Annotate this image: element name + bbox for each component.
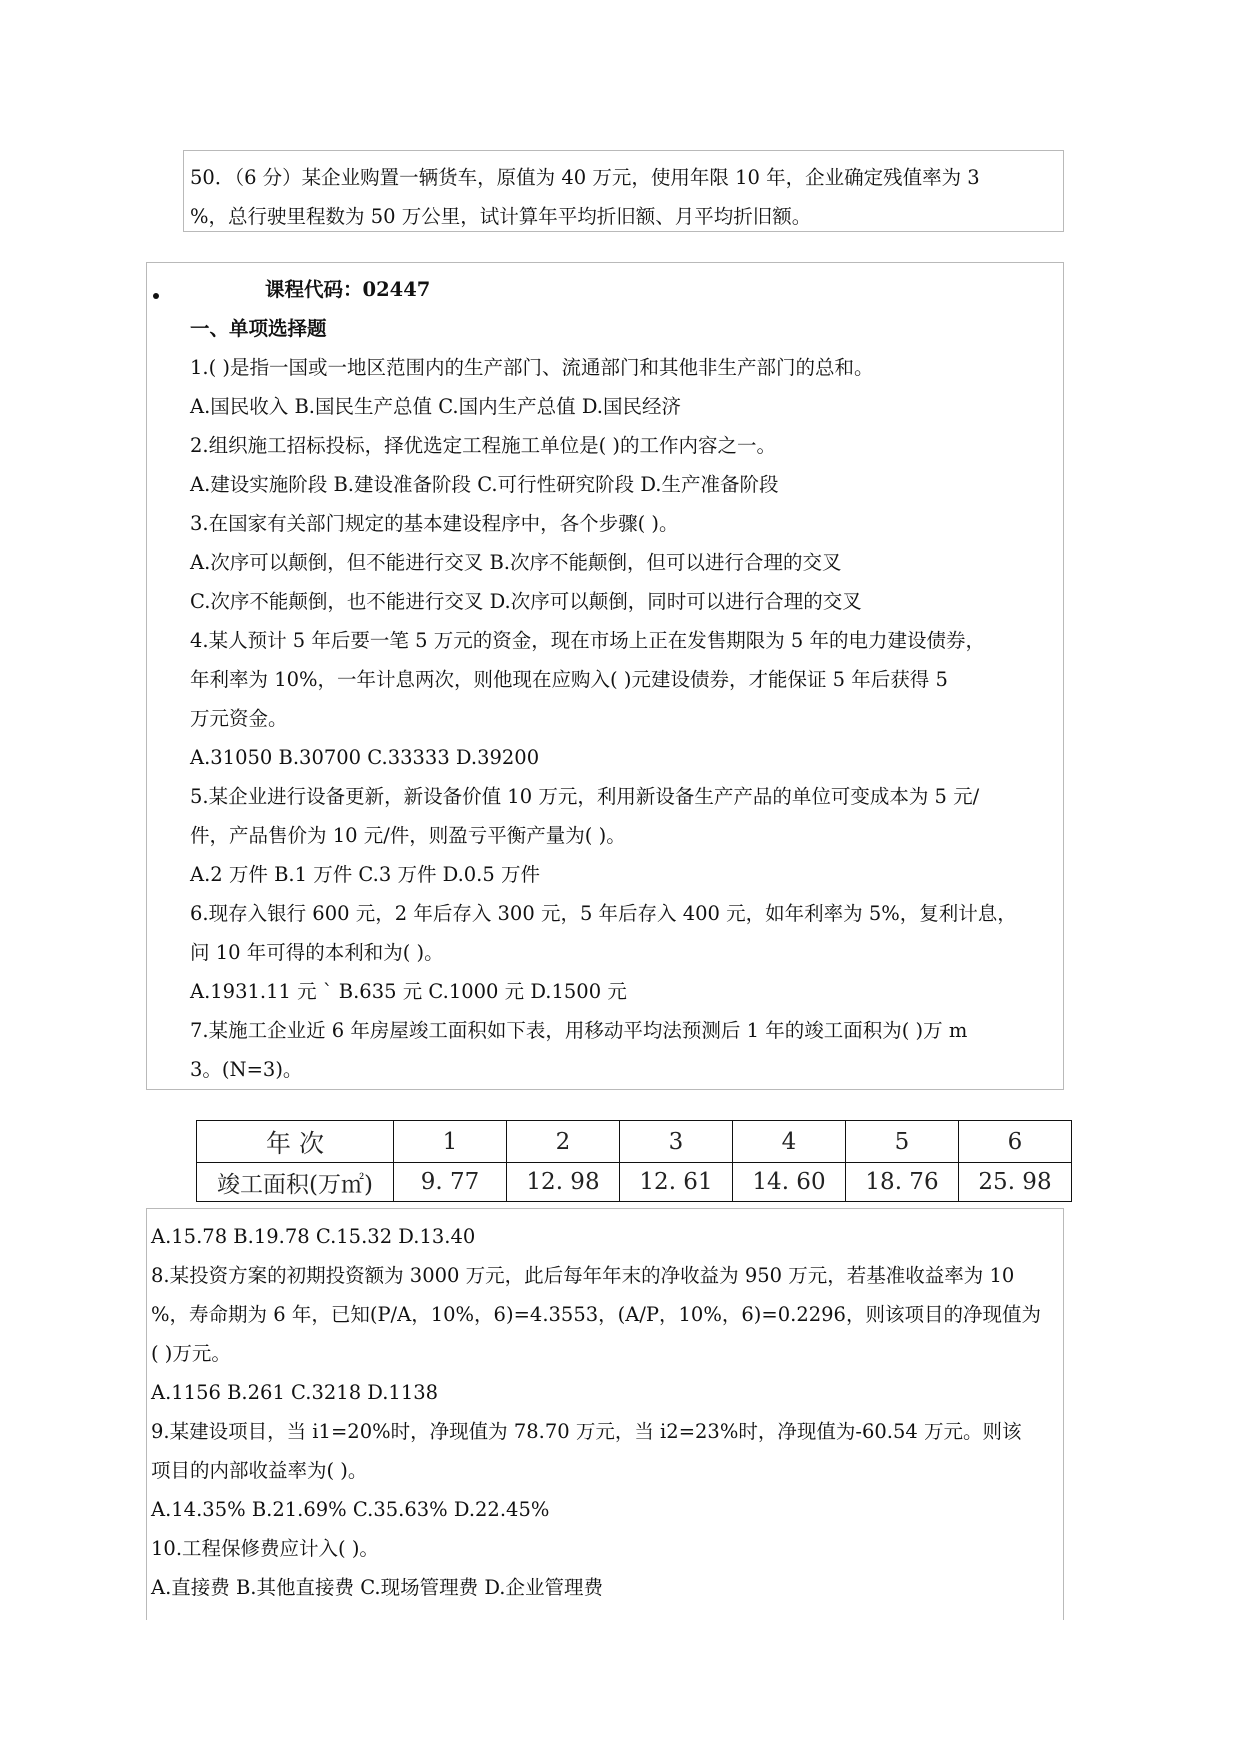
- options-line: A.14.35% B.21.69% C.35.63% D.22.45%: [151, 1498, 550, 1521]
- table-cell: 25. 98: [959, 1163, 1072, 1202]
- options-line: A.31050 B.30700 C.33333 D.39200: [190, 746, 540, 769]
- question-line: 9.某建设项目，当 i1=20%时，净现值为 78.70 万元，当 i2=23%时，净现值为-60.54 万元。则该: [151, 1420, 1022, 1443]
- table-cell: 6: [959, 1121, 1072, 1163]
- bullet-icon: [153, 293, 159, 299]
- table-cell: 年 次: [197, 1121, 394, 1163]
- table-cell: 4: [733, 1121, 846, 1163]
- question-line: 3。(N=3)。: [190, 1058, 303, 1081]
- options-line: A.1931.11 元 ` B.635 元 C.1000 元 D.1500 元: [190, 980, 627, 1003]
- question-line: 1.( )是指一国或一地区范围内的生产部门、流通部门和其他非生产部门的总和。: [190, 356, 874, 379]
- table-cell: 2: [507, 1121, 620, 1163]
- question-line: 7.某施工企业近 6 年房屋竣工面积如下表，用移动平均法预测后 1 年的竣工面积为( )万 m: [190, 1019, 968, 1042]
- table-cell: 竣工面积(万㎡): [197, 1163, 394, 1202]
- options-line: A.2 万件 B.1 万件 C.3 万件 D.0.5 万件: [190, 863, 540, 886]
- table-row: [197, 1163, 1072, 1202]
- table-cell: 18. 76: [846, 1163, 959, 1202]
- question-line: 2.组织施工招标投标，择优选定工程施工单位是( )的工作内容之一。: [190, 434, 777, 457]
- options-line: A.国民收入 B.国民生产总值 C.国内生产总值 D.国民经济: [190, 395, 681, 418]
- options-line: A.直接费 B.其他直接费 C.现场管理费 D.企业管理费: [151, 1576, 603, 1599]
- question-line: 8.某投资方案的初期投资额为 3000 万元，此后每年年末的净收益为 950 万元，若基准收益率为 10: [151, 1264, 1015, 1287]
- table-cell: 1: [394, 1121, 507, 1163]
- table-header-row: [197, 1121, 1072, 1163]
- question-line: 项目的内部收益率为( )。: [151, 1459, 368, 1482]
- table-cell: 12. 61: [620, 1163, 733, 1202]
- question-50-line-2: %，总行驶里程数为 50 万公里，试计算年平均折旧额、月平均折旧额。: [190, 205, 812, 228]
- table-cell: 3: [620, 1121, 733, 1163]
- options-line: A.次序可以颠倒，但不能进行交叉 B.次序不能颠倒，但可以进行合理的交叉: [190, 551, 842, 574]
- table-cell: 12. 98: [507, 1163, 620, 1202]
- question-line: 5.某企业进行设备更新，新设备价值 10 万元，利用新设备生产产品的单位可变成本为 5 元/: [190, 785, 980, 808]
- options-line: A.15.78 B.19.78 C.15.32 D.13.40: [151, 1225, 476, 1248]
- question-50-line-1: 50．（6 分）某企业购置一辆货车，原值为 40 万元，使用年限 10 年，企业确定残值率为 3: [190, 166, 980, 189]
- course-code: 课程代码：02447: [265, 278, 431, 301]
- options-line: A.建设实施阶段 B.建设准备阶段 C.可行性研究阶段 D.生产准备阶段: [190, 473, 779, 496]
- table-cell: 14. 60: [733, 1163, 846, 1202]
- table-cell: 5: [846, 1121, 959, 1163]
- options-line: A.1156 B.261 C.3218 D.1138: [151, 1381, 439, 1404]
- question-line: 6.现存入银行 600 元，2 年后存入 300 元，5 年后存入 400 元，如年利率为 5%，复利计息，: [190, 902, 1017, 925]
- question-line: 万元资金。: [190, 707, 288, 730]
- question-line: 件，产品售价为 10 元/件，则盈亏平衡产量为( )。: [190, 824, 626, 847]
- section-title: 一、单项选择题: [190, 317, 327, 340]
- question-line: 问 10 年可得的本利和为( )。: [190, 941, 444, 964]
- question-line: 年利率为 10%，一年计息两次，则他现在应购入( )元建设债券，才能保证 5 年后获得 5: [190, 668, 948, 691]
- options-line: C.次序不能颠倒，也不能进行交叉 D.次序可以颠倒，同时可以进行合理的交叉: [190, 590, 862, 613]
- question-line: 10.工程保修费应计入( )。: [151, 1537, 379, 1560]
- question-line: 4.某人预计 5 年后要一笔 5 万元的资金，现在市场上正在发售期限为 5 年的电力建设债券，: [190, 629, 986, 652]
- question-line: 3.在国家有关部门规定的基本建设程序中，各个步骤( )。: [190, 512, 679, 535]
- question-line: ( )万元。: [151, 1342, 231, 1365]
- completion-area-table: [196, 1120, 1072, 1202]
- table-cell: 9. 77: [394, 1163, 507, 1202]
- question-line: %，寿命期为 6 年，已知(P/A，10%，6)=4.3553，(A/P，10%，6)=0.2296，则该项目的净现值为: [151, 1303, 1041, 1326]
